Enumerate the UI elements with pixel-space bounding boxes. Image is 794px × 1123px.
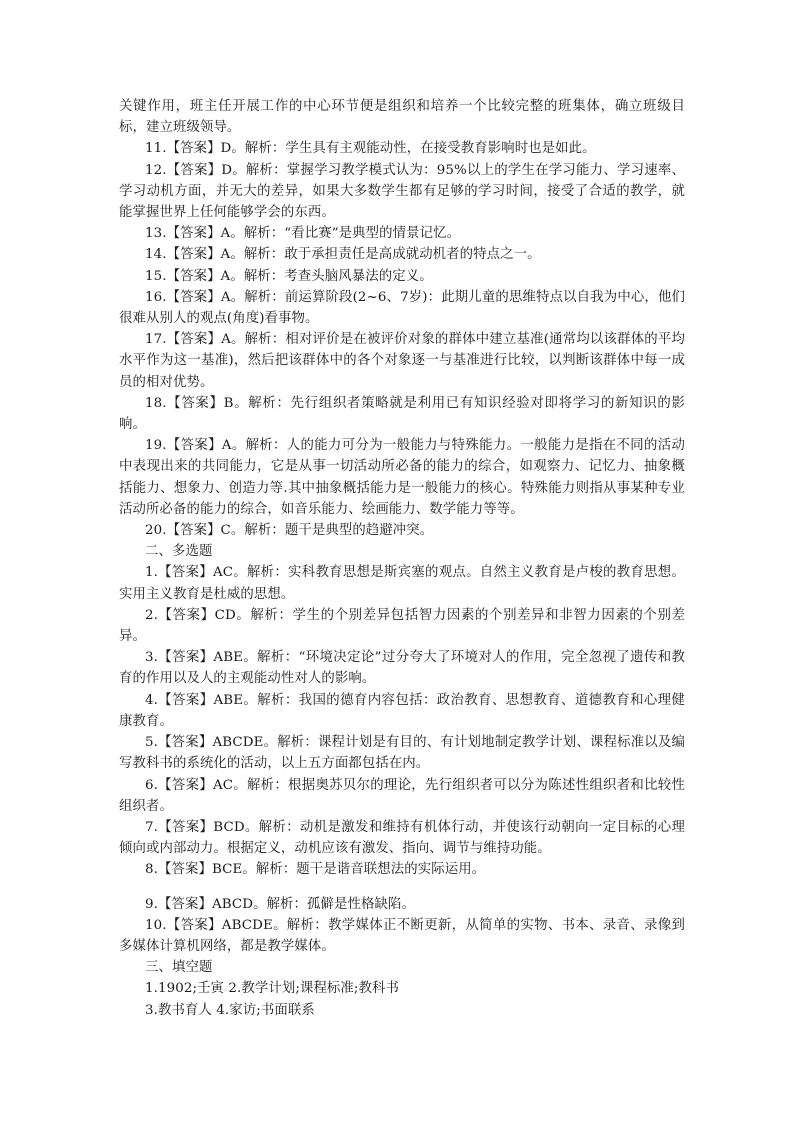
blank-line bbox=[119, 881, 685, 894]
multi-answer-1: 1.【答案】AC。解析：实科教育思想是斯宾塞的观点。自然主义教育是卢梭的教育思想。实用主义教育是杜威的思想。 bbox=[119, 565, 685, 602]
multi-answer-3: 3.【答案】ABE。解析：“环境决定论”过分夸大了环境对人的作用，完全忽视了遗传和教育的作用以及人的主观能动性对人的影响。 bbox=[119, 650, 685, 687]
answer-13: 13.【答案】A。解析：“看比赛”是典型的情景记忆。 bbox=[145, 226, 461, 242]
multi-answer-9: 9.【答案】ABCD。解析：孤僻是性格缺陷。 bbox=[145, 896, 415, 912]
multi-answer-8: 8.【答案】BCE。解析：题干是谐音联想法的实际运用。 bbox=[145, 862, 486, 878]
answer-17: 17.【答案】A。解析：相对评价是在被评价对象的群体中建立基准(通常均以该群体的平均水平作为这一基准)，然后把该群体中的各个对象逐一与基准进行比较，以判断该群体中每一成员的相对优势。 bbox=[119, 332, 685, 390]
answer-14: 14.【答案】A。解析：敢于承担责任是高成就动机者的特点之一。 bbox=[145, 247, 541, 263]
fill-answer-1-2: 1.1902;壬寅 2.教学计划;课程标准;教科书 bbox=[145, 981, 399, 997]
multi-answer-7: 7.【答案】BCD。解析：动机是激发和维持有机体行动，并使该行动朝向一定目标的心理倾向或内部动力。根据定义，动机应该有激发、指向、调节与维持功能。 bbox=[119, 819, 685, 857]
fill-answer-3-4: 3.教书育人 4.家访;书面联系 bbox=[145, 1002, 315, 1018]
section-heading-multiple-choice: 二、多选题 bbox=[145, 544, 213, 560]
answer-11: 11.【答案】D。解析：学生具有主观能动性，在接受教育影响时也是如此。 bbox=[145, 141, 596, 157]
answer-19: 19.【答案】A。解析：人的能力可分为一般能力与特殊能力。一般能力是指在不同的活动中表现出来的共同能力，它是从事一切活动所必备的能力的综合，如观察力、记忆力、抽象概括能力、想象力、创造力等.其中抽象概括能力是一般能力的核心。特殊能力则指从事某种专业活动所必备的能力的综合，如音乐能力、绘画能力、数学能力等等。 bbox=[119, 438, 685, 517]
section-heading-fill-blank: 三、填空题 bbox=[145, 960, 213, 976]
answer-12: 12.【答案】D。解析：掌握学习教学模式认为：95%以上的学生在学习能力、学习速率、学习动机方面，并无大的差异，如果大多数学生都有足够的学习时间，接受了合适的教学，就能掌握世界上任何能够学会的东西。 bbox=[119, 162, 685, 221]
answer-18: 18.【答案】B。解析：先行组织者策略就是利用已有知识经验对即将学习的新知识的影响。 bbox=[119, 395, 685, 433]
multi-answer-10: 10.【答案】ABCDE。解析：教学媒体正不断更新，从简单的实物、书本、录音、录像到多媒体计算机网络，都是教学媒体。 bbox=[119, 917, 685, 954]
multi-answer-5: 5.【答案】ABCDE。解析：课程计划是有目的、有计划地制定教学计划、课程标准以及编写教科书的系统化的活动，以上五方面都包括在内。 bbox=[119, 735, 685, 772]
document-page bbox=[119, 96, 685, 1021]
answer-15: 15.【答案】A。解析：考查头脑风暴法的定义。 bbox=[145, 268, 433, 284]
multi-answer-6: 6.【答案】AC。解析：根据奥苏贝尔的理论，先行组织者可以分为陈述性组织者和比较性组织者。 bbox=[119, 777, 685, 814]
multi-answer-4: 4.【答案】ABE。解析：我国的德育内容包括：政治教育、思想教育、道德教育和心理健康教育。 bbox=[119, 692, 685, 729]
answer-20: 20.【答案】C。解析：题干是典型的趋避冲突。 bbox=[145, 523, 434, 539]
multi-answer-2: 2.【答案】CD。解析：学生的个别差异包括智力因素的个别差异和非智力因素的个别差异。 bbox=[119, 607, 685, 645]
paragraph-class-collective: 关键作用，班主任开展工作的中心环节便是组织和培养一个比较完整的班集体，确立班级目标，建立班级领导。 bbox=[119, 99, 685, 136]
answer-16: 16.【答案】A。解析：前运算阶段(2~6、7岁)：此期儿童的思维特点以自我为中心，他们很难从别人的观点(角度)看事物。 bbox=[119, 289, 685, 327]
